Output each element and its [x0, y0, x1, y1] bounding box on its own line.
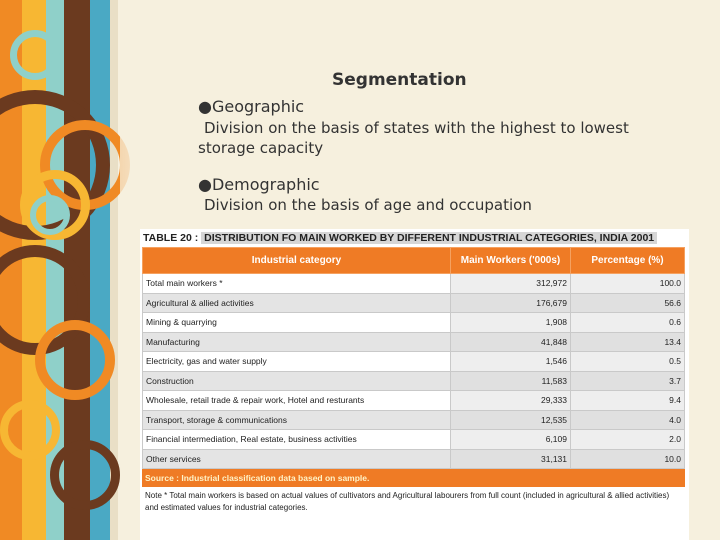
ring-decoration — [50, 440, 120, 510]
cell-percentage: 100.0 — [571, 274, 685, 294]
bullet-text: Division on the basis of states with the highest to lowest storage capacity — [198, 119, 629, 157]
cell-percentage: 9.4 — [571, 391, 685, 411]
table-caption-title: DISTRIBUTION FO MAIN WORKED BY DIFFERENT INDUSTRIAL CATEGORIES, INDIA 2001 — [201, 232, 657, 244]
table-row — [143, 449, 685, 469]
bullet-heading: Demographic — [211, 175, 320, 194]
cell-percentage: 0.6 — [571, 313, 685, 333]
slide-title: Segmentation — [332, 70, 467, 90]
cell-category: Manufacturing — [143, 332, 451, 352]
bullet-geographic — [198, 97, 304, 116]
cell-category: Agricultural & allied activities — [143, 293, 451, 313]
workers-table — [142, 247, 685, 469]
bullet-dot-icon: ● — [198, 97, 212, 116]
column-header: Industrial category — [143, 248, 451, 274]
table-row — [143, 293, 685, 313]
table-row — [143, 410, 685, 430]
cell-category: Construction — [143, 371, 451, 391]
table-caption — [140, 229, 689, 247]
table-body — [143, 274, 685, 469]
cell-category: Mining & quarrying — [143, 313, 451, 333]
cell-main-workers: 31,131 — [451, 449, 571, 469]
cell-main-workers: 312,972 — [451, 274, 571, 294]
table-row — [143, 371, 685, 391]
table-row — [143, 391, 685, 411]
cell-category: Total main workers * — [143, 274, 451, 294]
table-row — [143, 352, 685, 372]
bullet-text: Division on the basis of age and occupation — [204, 196, 532, 214]
cell-main-workers: 12,535 — [451, 410, 571, 430]
table-header-row — [143, 248, 685, 274]
cell-main-workers: 29,333 — [451, 391, 571, 411]
table-row — [143, 313, 685, 333]
table-row — [143, 332, 685, 352]
cell-main-workers: 11,583 — [451, 371, 571, 391]
cell-percentage: 3.7 — [571, 371, 685, 391]
table-row — [143, 274, 685, 294]
bullet-demographic — [198, 175, 320, 194]
bullet-heading: Geographic — [211, 97, 305, 116]
cell-percentage: 0.5 — [571, 352, 685, 372]
cell-category: Electricity, gas and water supply — [143, 352, 451, 372]
table-source: Source : Industrial classification data based on sample. — [142, 469, 685, 487]
table-note: Note * Total main workers is based on actual values of cultivators and Agricultural labourers from full count (included in agricultural & allied activities) and estimated values for industrial categories. — [145, 491, 670, 512]
column-header: Percentage (%) — [571, 248, 685, 274]
column-header: Main Workers ('000s) — [451, 248, 571, 274]
ring-decoration — [30, 195, 70, 235]
cell-category: Financial intermediation, Real estate, business activities — [143, 430, 451, 450]
cell-main-workers: 41,848 — [451, 332, 571, 352]
cell-main-workers: 6,109 — [451, 430, 571, 450]
table-caption-prefix: TABLE 20 : — [143, 232, 199, 244]
ring-decoration — [0, 400, 60, 460]
cell-percentage: 56.6 — [571, 293, 685, 313]
workers-table-image — [140, 229, 689, 540]
cell-category: Other services — [143, 449, 451, 469]
decorative-band — [0, 0, 140, 540]
cell-category: Transport, storage & communications — [143, 410, 451, 430]
cell-percentage: 13.4 — [571, 332, 685, 352]
cell-main-workers: 176,679 — [451, 293, 571, 313]
cell-percentage: 2.0 — [571, 430, 685, 450]
cell-category: Wholesale, retail trade & repair work, Hotel and resturants — [143, 391, 451, 411]
cell-percentage: 4.0 — [571, 410, 685, 430]
cell-main-workers: 1,546 — [451, 352, 571, 372]
cell-main-workers: 1,908 — [451, 313, 571, 333]
ring-decoration — [10, 30, 60, 80]
cell-percentage: 10.0 — [571, 449, 685, 469]
ring-decoration — [35, 320, 115, 400]
table-row — [143, 430, 685, 450]
bullet-dot-icon: ● — [198, 175, 212, 194]
